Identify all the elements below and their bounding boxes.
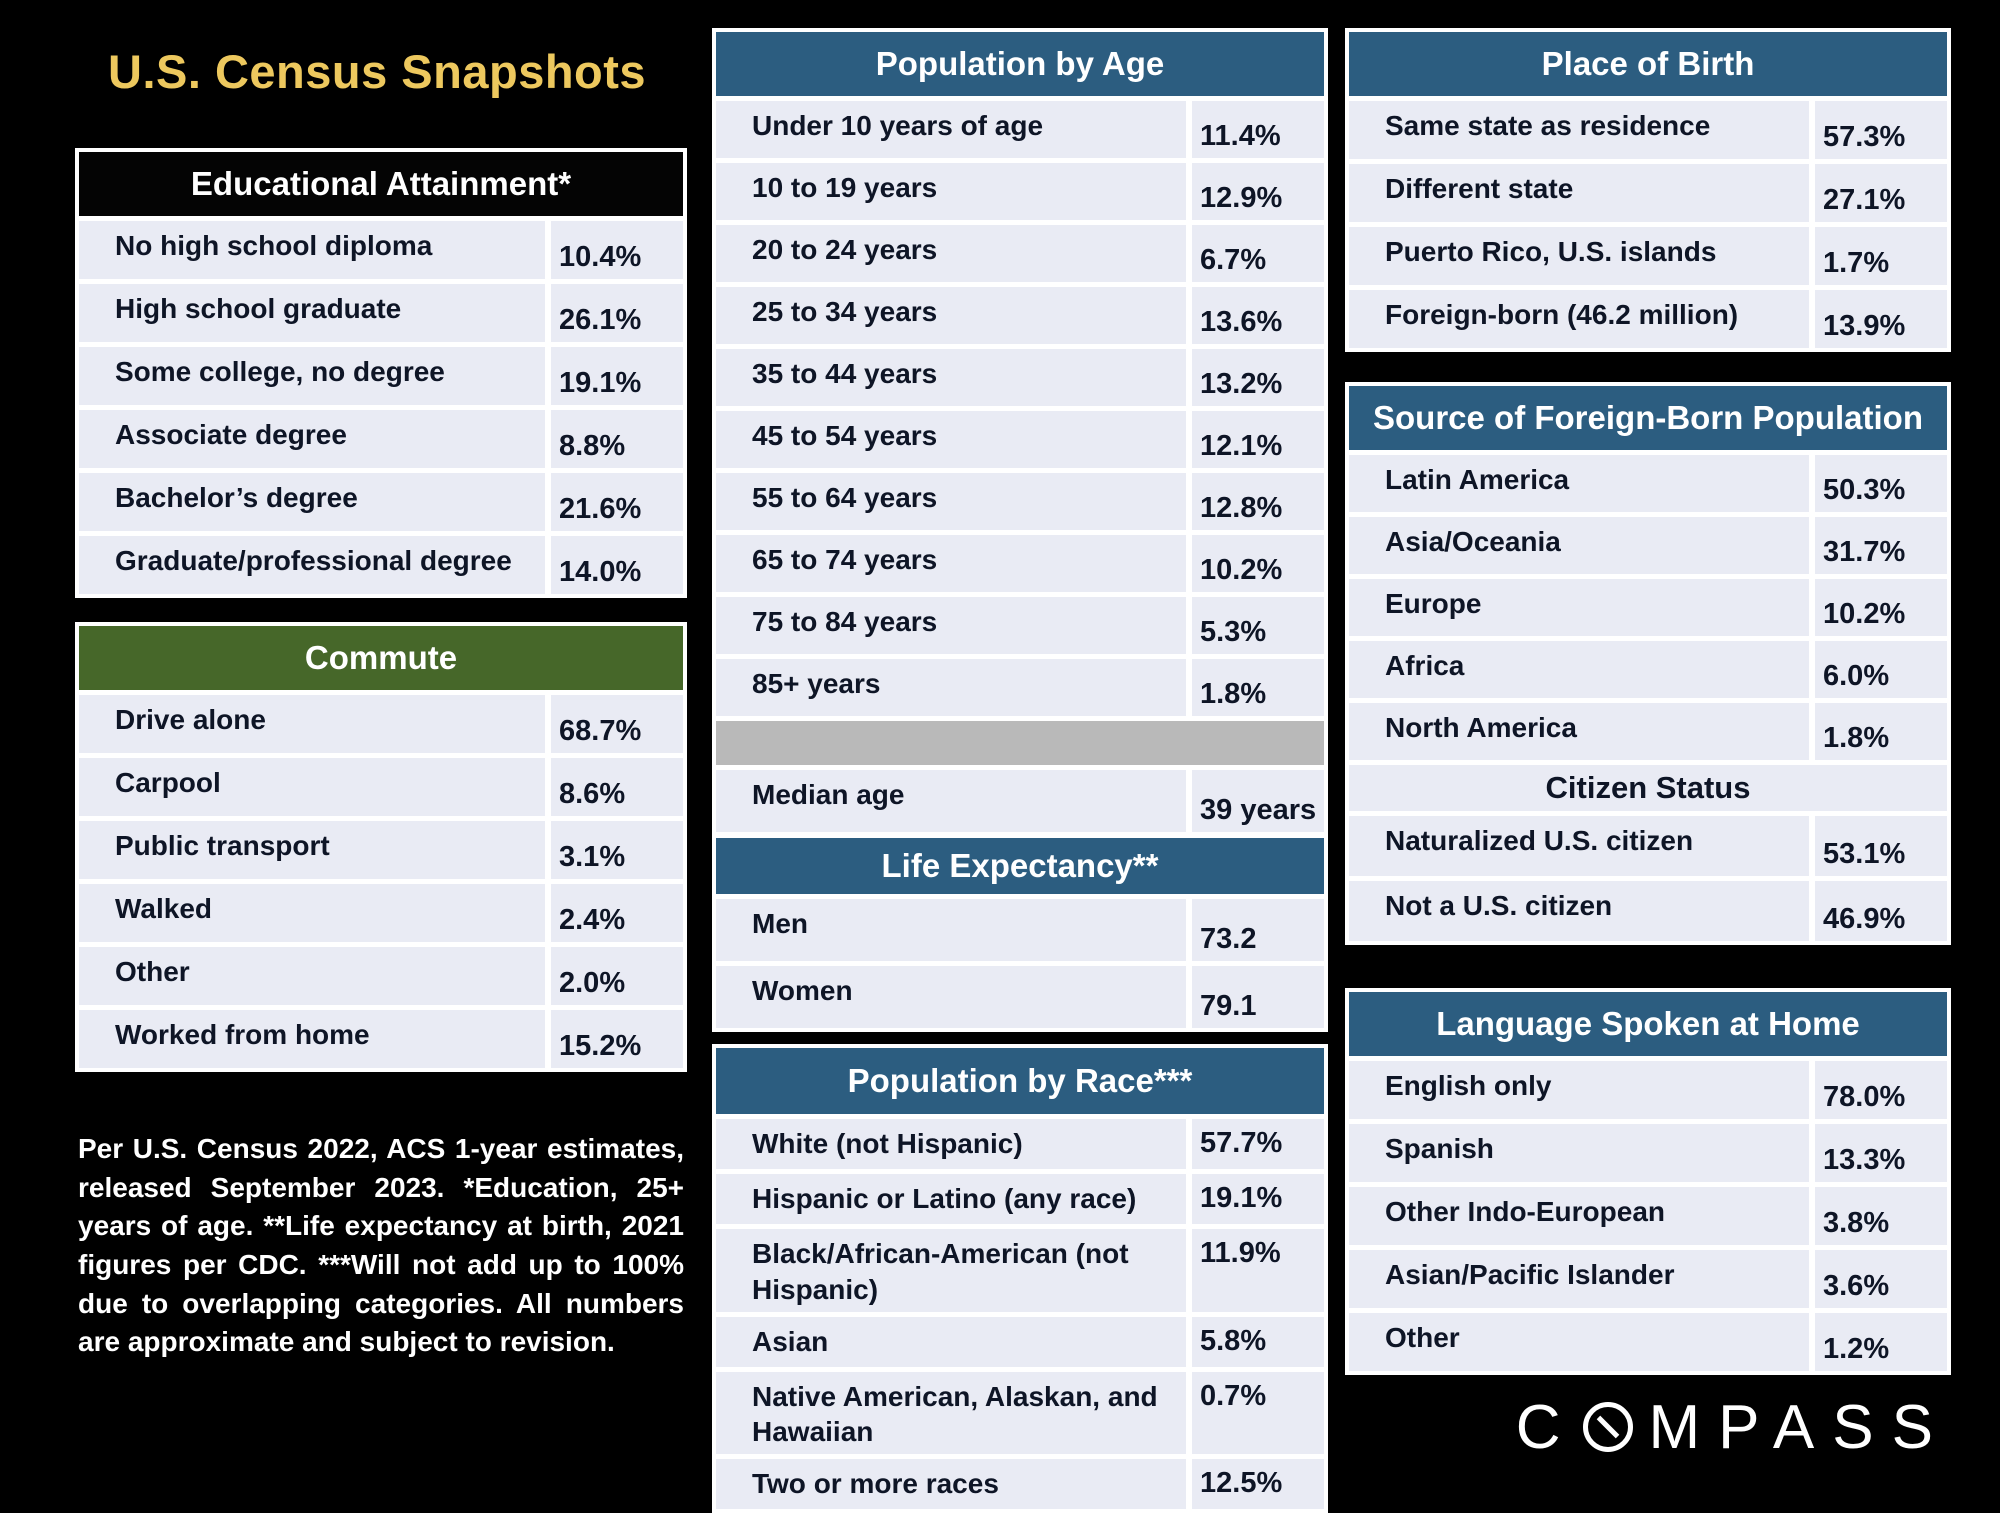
table-row — [79, 758, 683, 816]
table-row — [1349, 455, 1947, 512]
table-row — [716, 535, 1324, 592]
table-row — [716, 163, 1324, 220]
row-value: 27.1% — [1815, 164, 1947, 222]
row-label: Same state as residence — [1349, 101, 1809, 159]
row-label: Public transport — [79, 821, 545, 879]
row-label: Black/African-American (not Hispanic) — [716, 1229, 1186, 1312]
logo-letters-mpass: MPASS — [1648, 1392, 1951, 1462]
row-label: Asian — [716, 1317, 1186, 1367]
table-row — [716, 1229, 1324, 1312]
row-value: 73.2 — [1192, 899, 1324, 961]
table-header-life-expectancy: Life Expectancy** — [716, 838, 1324, 894]
table-row — [79, 473, 683, 531]
compass-o-icon — [1583, 1402, 1633, 1452]
row-value: 12.9% — [1192, 163, 1324, 220]
row-value: 53.1% — [1815, 816, 1947, 876]
row-value: 0.7% — [1192, 1372, 1324, 1455]
row-value: 57.3% — [1815, 101, 1947, 159]
row-value: 11.4% — [1192, 101, 1324, 158]
table-row — [1349, 101, 1947, 159]
row-value: 21.6% — [551, 473, 683, 531]
row-value: 15.2% — [551, 1010, 683, 1068]
row-label: Worked from home — [79, 1010, 545, 1068]
table-educational-attainment — [75, 148, 687, 598]
row-value: 31.7% — [1815, 517, 1947, 574]
table-row — [1349, 164, 1947, 222]
row-label: 20 to 24 years — [716, 225, 1186, 282]
row-label: Not a U.S. citizen — [1349, 881, 1809, 941]
table-row — [79, 536, 683, 594]
row-label: Associate degree — [79, 410, 545, 468]
row-value: 2.4% — [551, 884, 683, 942]
row-label: Hispanic or Latino (any race) — [716, 1174, 1186, 1224]
table-row — [1349, 881, 1947, 941]
table-header-source-of-foreign-born: Source of Foreign-Born Population — [1349, 386, 1947, 450]
row-label: Other — [79, 947, 545, 1005]
table-row — [716, 1119, 1324, 1169]
table-row — [716, 899, 1324, 961]
table-life-expectancy — [712, 834, 1328, 1032]
row-label: Puerto Rico, U.S. islands — [1349, 227, 1809, 285]
row-label: White (not Hispanic) — [716, 1119, 1186, 1169]
row-label: 85+ years — [716, 659, 1186, 716]
table-row — [1349, 703, 1947, 760]
table-row — [1349, 1250, 1947, 1308]
citizen-status-subheader: Citizen Status — [1349, 765, 1947, 811]
row-value: 10.2% — [1815, 579, 1947, 636]
row-label: Bachelor’s degree — [79, 473, 545, 531]
row-label: 10 to 19 years — [716, 163, 1186, 220]
row-value: 3.1% — [551, 821, 683, 879]
row-label: Naturalized U.S. citizen — [1349, 816, 1809, 876]
row-label: Asia/Oceania — [1349, 517, 1809, 574]
page-title: U.S. Census Snapshots — [108, 45, 647, 98]
table-header-language-spoken-at-home: Language Spoken at Home — [1349, 992, 1947, 1056]
row-label: Graduate/professional degree — [79, 536, 545, 594]
table-row — [716, 966, 1324, 1028]
row-value: 19.1% — [1192, 1174, 1324, 1224]
table-row — [1349, 227, 1947, 285]
row-label: 45 to 54 years — [716, 411, 1186, 468]
row-value: 79.1 — [1192, 966, 1324, 1028]
row-value: 26.1% — [551, 284, 683, 342]
table-row — [1349, 1061, 1947, 1119]
table-row — [716, 349, 1324, 406]
footnote-text: Per U.S. Census 2022, ACS 1-year estimates, released September 2023. *Education, 25+ years of age. **Life expectancy at birth, 2021 figures per CDC. ***Will not add up to 100% due to overlapping categories. All numbers are approximate and subject to revision. — [78, 1133, 684, 1358]
row-value: 2.0% — [551, 947, 683, 1005]
row-label: 65 to 74 years — [716, 535, 1186, 592]
row-label: 25 to 34 years — [716, 287, 1186, 344]
row-value: 57.7% — [1192, 1119, 1324, 1169]
row-value: 6.7% — [1192, 225, 1324, 282]
table-row — [79, 695, 683, 753]
row-value: 1.2% — [1815, 1313, 1947, 1371]
table-header-population-by-age: Population by Age — [716, 32, 1324, 96]
row-value: 8.6% — [551, 758, 683, 816]
row-label: Different state — [1349, 164, 1809, 222]
table-row — [79, 884, 683, 942]
row-value: 5.3% — [1192, 597, 1324, 654]
row-value: 50.3% — [1815, 455, 1947, 512]
row-value: 1.7% — [1815, 227, 1947, 285]
row-label: Other — [1349, 1313, 1809, 1371]
row-label: Carpool — [79, 758, 545, 816]
table-row — [716, 225, 1324, 282]
table-row — [716, 597, 1324, 654]
row-label: North America — [1349, 703, 1809, 760]
row-label: No high school diploma — [79, 221, 545, 279]
logo-letter-c: C — [1515, 1392, 1579, 1462]
table-row — [716, 1372, 1324, 1455]
table-row — [79, 821, 683, 879]
table-row — [1349, 1187, 1947, 1245]
row-label: Native American, Alaskan, and Hawaiian — [716, 1372, 1186, 1455]
row-label: Europe — [1349, 579, 1809, 636]
table-row — [716, 101, 1324, 158]
row-label: English only — [1349, 1061, 1809, 1119]
table-header-population-by-race: Population by Race*** — [716, 1048, 1324, 1114]
row-value: 46.9% — [1815, 881, 1947, 941]
row-label: Latin America — [1349, 455, 1809, 512]
table-row — [79, 947, 683, 1005]
table-row — [716, 473, 1324, 530]
table-row — [79, 284, 683, 342]
table-row — [716, 1317, 1324, 1367]
compass-needle-icon — [1596, 1416, 1619, 1439]
table-row — [1349, 579, 1947, 636]
table-row — [79, 410, 683, 468]
row-label: Drive alone — [79, 695, 545, 753]
table-row — [1349, 1124, 1947, 1182]
table-header-educational-attainment: Educational Attainment* — [79, 152, 683, 216]
row-value: 13.9% — [1815, 290, 1947, 348]
row-value: 8.8% — [551, 410, 683, 468]
row-value: 78.0% — [1815, 1061, 1947, 1119]
row-value: 14.0% — [551, 536, 683, 594]
row-value: 6.0% — [1815, 641, 1947, 698]
row-value: 1.8% — [1815, 703, 1947, 760]
row-value: 10.4% — [551, 221, 683, 279]
table-population-by-age — [712, 28, 1328, 836]
row-label: 35 to 44 years — [716, 349, 1186, 406]
row-label: Walked — [79, 884, 545, 942]
row-value: 11.9% — [1192, 1229, 1324, 1312]
row-value: 12.5% — [1192, 1459, 1324, 1509]
table-row — [716, 1174, 1324, 1224]
row-value: 13.2% — [1192, 349, 1324, 406]
row-label: Two or more races — [716, 1459, 1186, 1509]
row-value: 19.1% — [551, 347, 683, 405]
row-value: 12.8% — [1192, 473, 1324, 530]
row-label: Foreign-born (46.2 million) — [1349, 290, 1809, 348]
table-source-of-foreign-born — [1345, 382, 1951, 945]
row-label: Median age — [716, 770, 1186, 832]
row-label: 55 to 64 years — [716, 473, 1186, 530]
row-value: 12.1% — [1192, 411, 1324, 468]
compass-logo — [1345, 1388, 1951, 1466]
row-value: 13.6% — [1192, 287, 1324, 344]
row-value: 3.6% — [1815, 1250, 1947, 1308]
row-label: Africa — [1349, 641, 1809, 698]
row-value: 3.8% — [1815, 1187, 1947, 1245]
table-population-by-race — [712, 1044, 1328, 1513]
row-label: Asian/Pacific Islander — [1349, 1250, 1809, 1308]
row-label: 75 to 84 years — [716, 597, 1186, 654]
table-row — [716, 287, 1324, 344]
row-value: 39 years — [1192, 770, 1324, 832]
table-place-of-birth — [1345, 28, 1951, 352]
table-row — [716, 1459, 1324, 1509]
table-row — [1349, 517, 1947, 574]
table-row — [716, 659, 1324, 716]
table-header-commute: Commute — [79, 626, 683, 690]
row-label: Men — [716, 899, 1186, 961]
table-row — [1349, 290, 1947, 348]
table-language-spoken-at-home — [1345, 988, 1951, 1375]
row-value: 68.7% — [551, 695, 683, 753]
row-label: High school graduate — [79, 284, 545, 342]
table-row — [79, 347, 683, 405]
row-label: Other Indo-European — [1349, 1187, 1809, 1245]
row-value: 1.8% — [1192, 659, 1324, 716]
row-label: Under 10 years of age — [716, 101, 1186, 158]
row-value: 13.3% — [1815, 1124, 1947, 1182]
table-row — [1349, 641, 1947, 698]
table-row — [79, 1010, 683, 1068]
table-header-place-of-birth: Place of Birth — [1349, 32, 1947, 96]
table-commute — [75, 622, 687, 1072]
table-row — [1349, 1313, 1947, 1371]
row-label: Spanish — [1349, 1124, 1809, 1182]
median-age-row — [716, 770, 1324, 832]
row-value: 10.2% — [1192, 535, 1324, 592]
table-row — [79, 221, 683, 279]
table-row — [716, 411, 1324, 468]
row-value: 5.8% — [1192, 1317, 1324, 1367]
separator-row — [716, 721, 1324, 765]
row-label: Women — [716, 966, 1186, 1028]
row-label: Some college, no degree — [79, 347, 545, 405]
table-row — [1349, 816, 1947, 876]
